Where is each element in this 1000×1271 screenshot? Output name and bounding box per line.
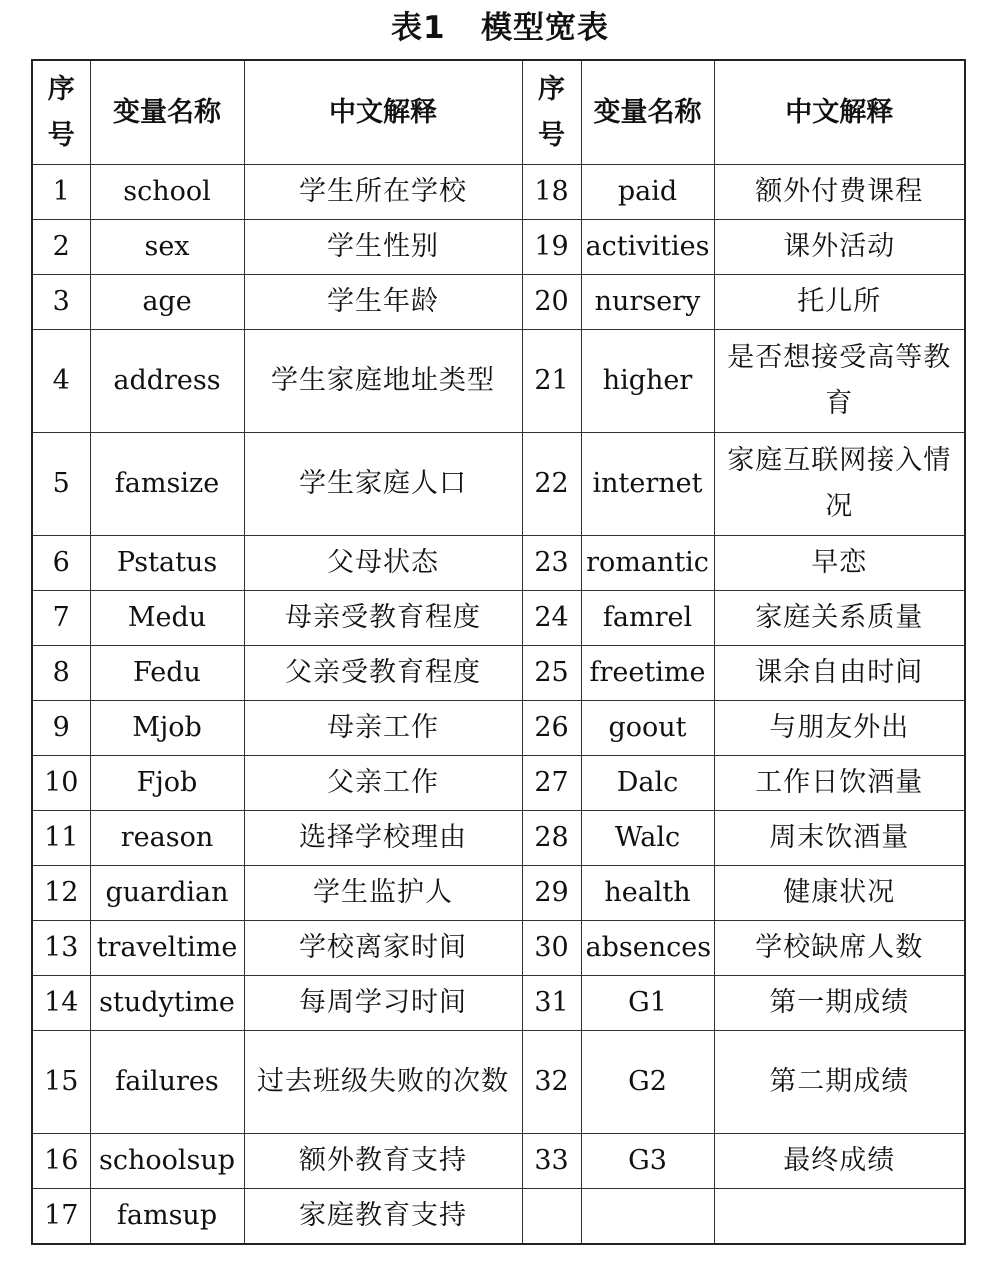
index-cell: 5 <box>32 433 90 536</box>
index-cell-right: 21 <box>522 330 581 433</box>
meaning-cell-right: 最终成绩 <box>714 1134 965 1189</box>
variable-cell-right: famrel <box>581 591 714 646</box>
meaning-cell: 父母状态 <box>244 536 522 591</box>
table-row <box>32 646 965 701</box>
index-cell: 15 <box>32 1031 90 1134</box>
meaning-cell: 额外教育支持 <box>244 1134 522 1189</box>
index-cell-right: 23 <box>522 536 581 591</box>
table-row <box>32 866 965 921</box>
header-row <box>32 60 965 165</box>
variable-table <box>31 59 966 1245</box>
meaning-cell-right: 周末饮酒量 <box>714 811 965 866</box>
index-cell: 8 <box>32 646 90 701</box>
meaning-cell: 母亲工作 <box>244 701 522 756</box>
variable-cell: Medu <box>90 591 244 646</box>
variable-cell-right: freetime <box>581 646 714 701</box>
table-row <box>32 756 965 811</box>
index-cell: 6 <box>32 536 90 591</box>
meaning-cell: 家庭教育支持 <box>244 1189 522 1245</box>
index-cell: 13 <box>32 921 90 976</box>
index-cell: 2 <box>32 220 90 275</box>
index-cell-right <box>522 1189 581 1245</box>
table-row <box>32 1189 965 1245</box>
table-row <box>32 921 965 976</box>
table-row <box>32 536 965 591</box>
meaning-cell: 学生年龄 <box>244 275 522 330</box>
variable-cell: Fjob <box>90 756 244 811</box>
variable-cell-right: Dalc <box>581 756 714 811</box>
variable-cell: Pstatus <box>90 536 244 591</box>
variable-cell-right: G1 <box>581 976 714 1031</box>
meaning-cell: 学生所在学校 <box>244 165 522 220</box>
variable-cell: sex <box>90 220 244 275</box>
table-row <box>32 1134 965 1189</box>
meaning-cell-right: 学校缺席人数 <box>714 921 965 976</box>
meaning-cell: 学生家庭地址类型 <box>244 330 522 433</box>
variable-cell: Fedu <box>90 646 244 701</box>
meaning-cell-right <box>714 1189 965 1245</box>
index-cell: 4 <box>32 330 90 433</box>
header-index-right: 序号 <box>522 60 581 165</box>
variable-cell-right: higher <box>581 330 714 433</box>
variable-cell-right: health <box>581 866 714 921</box>
index-cell: 1 <box>32 165 90 220</box>
meaning-cell: 父亲工作 <box>244 756 522 811</box>
table-row <box>32 976 965 1031</box>
variable-cell: school <box>90 165 244 220</box>
index-cell-right: 22 <box>522 433 581 536</box>
meaning-cell: 学生家庭人口 <box>244 433 522 536</box>
variable-cell-right: absences <box>581 921 714 976</box>
meaning-cell: 过去班级失败的次数 <box>244 1031 522 1134</box>
index-cell: 16 <box>32 1134 90 1189</box>
index-cell: 3 <box>32 275 90 330</box>
variable-cell: studytime <box>90 976 244 1031</box>
variable-cell: reason <box>90 811 244 866</box>
header-index: 序号 <box>32 60 90 165</box>
meaning-cell: 父亲受教育程度 <box>244 646 522 701</box>
meaning-cell-right: 课余自由时间 <box>714 646 965 701</box>
variable-cell: famsize <box>90 433 244 536</box>
meaning-cell: 每周学习时间 <box>244 976 522 1031</box>
table-row <box>32 811 965 866</box>
index-cell-right: 19 <box>522 220 581 275</box>
index-cell-right: 31 <box>522 976 581 1031</box>
header-variable: 变量名称 <box>90 60 244 165</box>
variable-cell: address <box>90 330 244 433</box>
index-cell: 12 <box>32 866 90 921</box>
table-title: 表1 模型宽表 <box>391 10 609 46</box>
index-cell-right: 26 <box>522 701 581 756</box>
index-cell-right: 33 <box>522 1134 581 1189</box>
header-meaning: 中文解释 <box>244 60 522 165</box>
variable-cell: Mjob <box>90 701 244 756</box>
index-cell-right: 29 <box>522 866 581 921</box>
variable-cell-right <box>581 1189 714 1245</box>
meaning-cell-right: 是否想接受高等教育 <box>714 330 965 433</box>
table-row <box>32 330 965 433</box>
variable-cell: age <box>90 275 244 330</box>
meaning-cell-right: 托儿所 <box>714 275 965 330</box>
table-row <box>32 1031 965 1134</box>
meaning-cell-right: 第二期成绩 <box>714 1031 965 1134</box>
index-cell-right: 32 <box>522 1031 581 1134</box>
index-cell-right: 18 <box>522 165 581 220</box>
variable-cell-right: paid <box>581 165 714 220</box>
index-cell-right: 24 <box>522 591 581 646</box>
index-cell: 11 <box>32 811 90 866</box>
index-cell-right: 30 <box>522 921 581 976</box>
index-cell: 7 <box>32 591 90 646</box>
meaning-cell-right: 健康状况 <box>714 866 965 921</box>
meaning-cell-right: 家庭关系质量 <box>714 591 965 646</box>
meaning-cell-right: 家庭互联网接入情况 <box>714 433 965 536</box>
variable-cell-right: romantic <box>581 536 714 591</box>
table-row <box>32 591 965 646</box>
index-cell: 10 <box>32 756 90 811</box>
index-cell: 17 <box>32 1189 90 1245</box>
variable-cell: failures <box>90 1031 244 1134</box>
variable-cell: schoolsup <box>90 1134 244 1189</box>
meaning-cell-right: 课外活动 <box>714 220 965 275</box>
variable-cell-right: G2 <box>581 1031 714 1134</box>
meaning-cell: 学生性别 <box>244 220 522 275</box>
variable-cell: guardian <box>90 866 244 921</box>
variable-cell: famsup <box>90 1189 244 1245</box>
index-cell-right: 20 <box>522 275 581 330</box>
meaning-cell: 母亲受教育程度 <box>244 591 522 646</box>
meaning-cell: 学生监护人 <box>244 866 522 921</box>
variable-cell-right: nursery <box>581 275 714 330</box>
index-cell-right: 25 <box>522 646 581 701</box>
meaning-cell-right: 额外付费课程 <box>714 165 965 220</box>
table-row <box>32 275 965 330</box>
index-cell: 9 <box>32 701 90 756</box>
table-row <box>32 220 965 275</box>
header-variable-right: 变量名称 <box>581 60 714 165</box>
table-row <box>32 165 965 220</box>
header-meaning-right: 中文解释 <box>714 60 965 165</box>
meaning-cell: 选择学校理由 <box>244 811 522 866</box>
variable-cell-right: Walc <box>581 811 714 866</box>
index-cell-right: 27 <box>522 756 581 811</box>
variable-cell-right: goout <box>581 701 714 756</box>
meaning-cell-right: 第一期成绩 <box>714 976 965 1031</box>
meaning-cell: 学校离家时间 <box>244 921 522 976</box>
index-cell: 14 <box>32 976 90 1031</box>
variable-cell-right: activities <box>581 220 714 275</box>
variable-cell: traveltime <box>90 921 244 976</box>
table-row <box>32 701 965 756</box>
meaning-cell-right: 早恋 <box>714 536 965 591</box>
meaning-cell-right: 与朋友外出 <box>714 701 965 756</box>
variable-cell-right: internet <box>581 433 714 536</box>
variable-cell-right: G3 <box>581 1134 714 1189</box>
table-row <box>32 433 965 536</box>
index-cell-right: 28 <box>522 811 581 866</box>
meaning-cell-right: 工作日饮酒量 <box>714 756 965 811</box>
